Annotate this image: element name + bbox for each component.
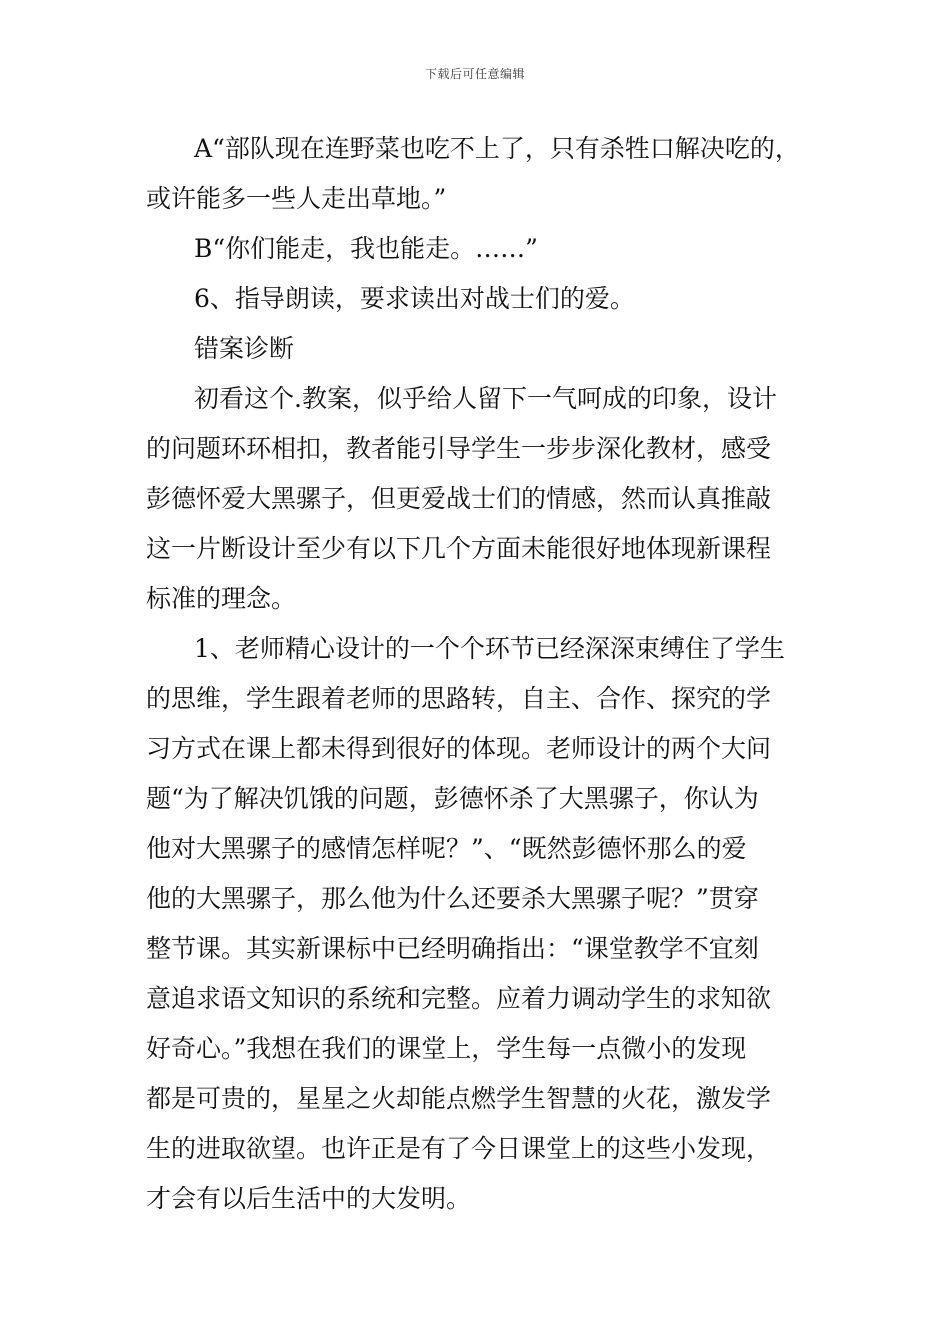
paragraph-line: 的问题环环相扣，教者能引导学生一步步深化教材，感受 (146, 434, 772, 463)
paragraph-line: 彭德怀爱大黑骡子，但更爱战士们的情感，然而认真推敲 (146, 484, 772, 513)
paragraph-line: 这一片断设计至少有以下几个方面未能很好地体现新课程 (146, 534, 772, 563)
paragraph-line: 习方式在课上都未得到很好的体现。老师设计的两个大问 (146, 734, 772, 763)
paragraph-line: 他的大黑骡子，那么他为什么还要杀大黑骡子呢？”贯穿 (146, 884, 759, 913)
paragraph-line: A“部队现在连野菜也吃不上了，只有杀牲口解决吃的， (194, 134, 800, 163)
paragraph-line: 整节课。其实新课标中已经明确指出：“课堂教学不宜刻 (146, 934, 759, 963)
paragraph-line: 才会有以后生活中的大发明。 (146, 1184, 472, 1213)
paragraph-line: 他对大黑骡子的感情怎样呢？”、“既然彭德怀那么的爱 (146, 834, 747, 863)
paragraph-line: 生的进取欲望。也许正是有了今日课堂上的这些小发现， (146, 1134, 772, 1163)
paragraph-line: 好奇心。”我想在我们的课堂上，学生每一点微小的发现 (146, 1034, 747, 1063)
paragraph-line: 标准的理念。 (146, 584, 297, 613)
paragraph-line: B“你们能走，我也能走。……” (194, 234, 538, 263)
paragraph-line: 题“为了解决饥饿的问题，彭德怀杀了大黑骡子，你认为 (146, 784, 759, 813)
paragraph-line: 都是可贵的，星星之火却能点燃学生智慧的火花，激发学 (146, 1084, 772, 1113)
paragraph-line: 6、指导朗读，要求读出对战士们的爱。 (194, 284, 635, 313)
section-heading: 错案诊断 (194, 334, 295, 363)
paragraph-line: 的思维，学生跟着老师的思路转，自主、合作、探究的学 (146, 684, 772, 713)
paragraph-line: 1、老师精心设计的一个个环节已经深深束缚住了学生 (194, 634, 785, 663)
page-header: 下载后可任意编辑 (424, 67, 525, 81)
paragraph-line: 意追求语文知识的系统和完整。应着力调动学生的求知欲 (146, 984, 772, 1013)
paragraph-line: 或许能多一些人走出草地。” (146, 184, 447, 213)
paragraph-line: 初看这个.教案，似乎给人留下一气呵成的印象，设计 (194, 384, 777, 413)
